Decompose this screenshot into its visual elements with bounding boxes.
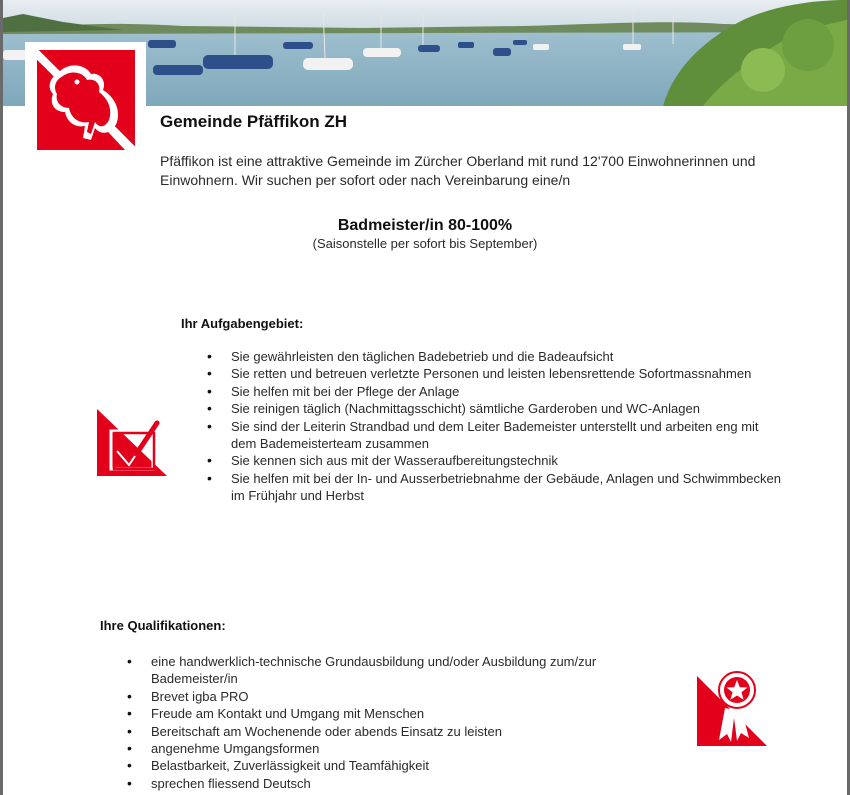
list-item: • Sie helfen mit bei der In- und Ausserbetriebnahme der Gebäude, Anlagen und Schwimmbecken im Frühjahr und Herbst xyxy=(207,470,787,505)
job-title: Badmeister/in 80-100% xyxy=(337,217,513,234)
list-item: • Sie retten und betreuen verletzte Personen und leisten lebensrettende Sofortmassnahmen xyxy=(207,365,787,382)
job-subtitle: (Saisonstelle per sofort bis September) xyxy=(312,236,538,251)
list-item: • Sie helfen mit bei der Pflege der Anlage xyxy=(207,383,787,400)
page-title: Gemeinde Pfäffikon ZH xyxy=(160,112,348,131)
list-item: • eine handwerklich-technische Grundausbildung und/oder Ausbildung zum/zur Bademeister/in xyxy=(127,653,647,688)
list-item: • Belastbarkeit, Zuverlässigkeit und Teamfähigkeit xyxy=(127,757,647,774)
list-item: • Brevet igba PRO xyxy=(127,688,647,705)
tasks-list xyxy=(207,348,787,505)
list-item: • Sie gewährleisten den täglichen Badebetrieb und die Badeaufsicht xyxy=(207,348,787,365)
checkbox-icon xyxy=(95,405,170,478)
list-item: • angenehme Umgangsformen xyxy=(127,740,647,757)
list-item: • Bereitschaft am Wochenende oder abends Einsatz zu leisten xyxy=(127,723,647,740)
list-item: • sprechen fliessend Deutsch xyxy=(127,775,647,792)
tasks-heading: Ihr Aufgabengebiet: xyxy=(181,316,304,331)
list-item: • Sie reinigen täglich (Nachmittagsschicht) sämtliche Garderoben und WC-Anlagen xyxy=(207,400,787,417)
coat-of-arms-logo xyxy=(25,42,146,160)
award-rosette-icon xyxy=(695,670,770,748)
list-item: • Freude am Kontakt und Umgang mit Menschen xyxy=(127,705,647,722)
page-border-left xyxy=(0,0,3,795)
qualifications-list xyxy=(127,653,647,792)
qualifications-heading: Ihre Qualifikationen: xyxy=(100,618,226,633)
list-item: • Sie kennen sich aus mit der Wasseraufbereitungstechnik xyxy=(207,452,787,469)
list-item: • Sie sind der Leiterin Strandbad und dem Leiter Bademeister unterstellt und arbeiten eng mit dem Bademeisterteam zusammen xyxy=(207,418,787,453)
intro-paragraph: Pfäffikon ist eine attraktive Gemeinde im Zürcher Oberland mit rund 12'700 Einwohnerinnen und Einwohnern. Wir suchen per sofort oder nach Vereinbarung eine/n xyxy=(160,153,756,188)
